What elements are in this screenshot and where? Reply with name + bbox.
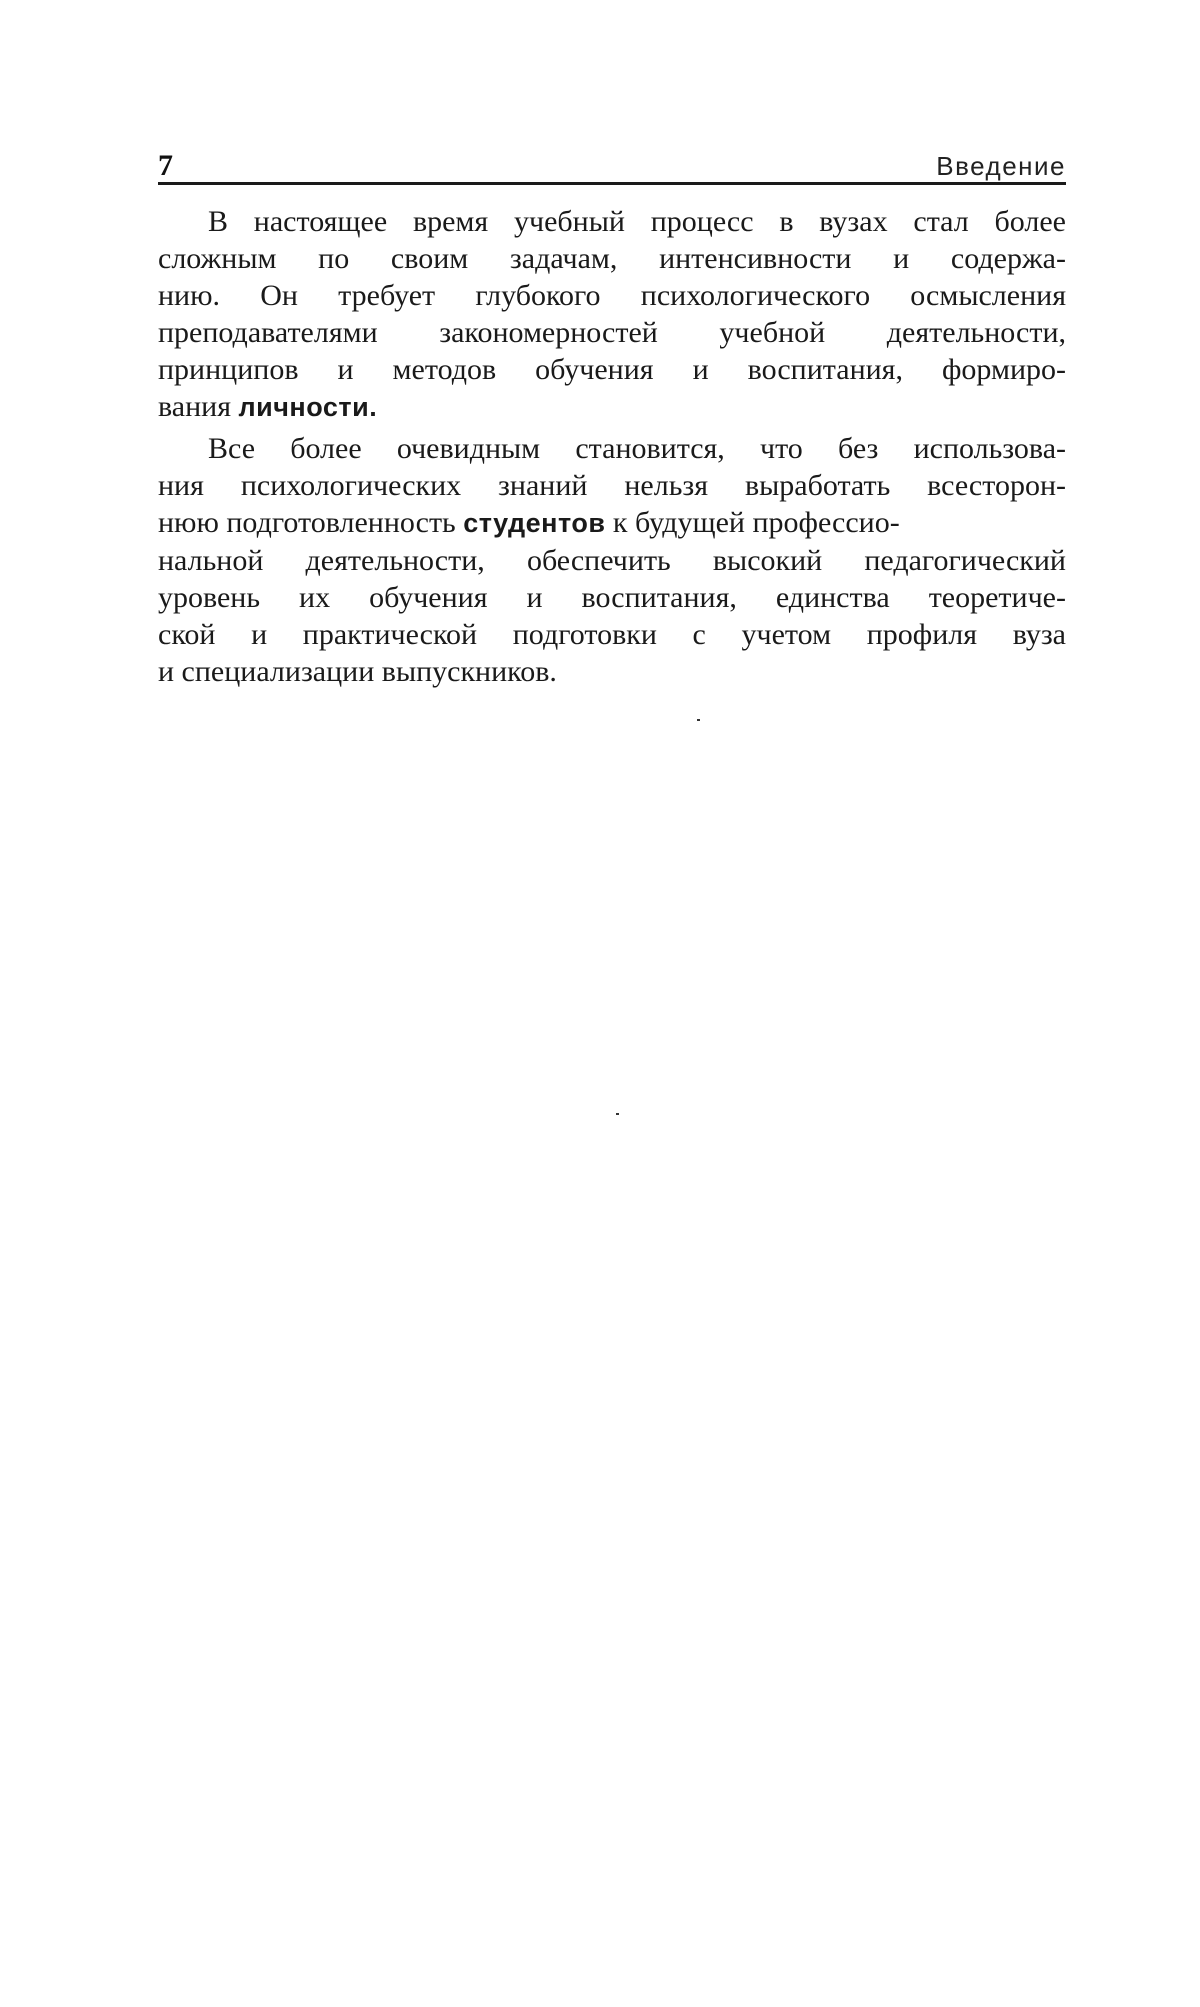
text-line — [158, 388, 1066, 426]
paragraph-2 — [158, 430, 1066, 690]
section-title: Введение — [936, 151, 1066, 181]
text-line: Все более очевидным становится, что без использова- — [208, 432, 1066, 465]
text-fragment: вания — [158, 390, 239, 423]
header-rule — [158, 182, 1066, 185]
text-line: уровень их обучения и воспитания, единства теоретиче- — [158, 581, 1066, 614]
text-line: ской и практической подготовки с учетом профиля вуза — [158, 618, 1066, 651]
text-line: принципов и методов обучения и воспитания, формиро- — [158, 353, 1066, 386]
body-text — [158, 203, 1066, 694]
scan-speck — [616, 1113, 619, 1115]
text-line: сложным по своим задачам, интенсивности и содержа- — [158, 242, 1066, 275]
text-line: преподавателями закономерностей учебной деятельности, — [158, 316, 1066, 349]
text-line: нию. Он требует глубокого психологического осмысления — [158, 279, 1066, 312]
text-line: и специализации выпускников. — [158, 655, 557, 688]
emphasized-word: личности. — [238, 392, 378, 422]
text-fragment: к будущей профессио- — [605, 506, 900, 539]
emphasized-word: студентов — [463, 508, 606, 538]
running-head — [158, 146, 1066, 186]
text-line — [158, 504, 1066, 542]
scan-speck — [697, 719, 700, 721]
text-fragment: нюю подготовленность — [158, 506, 464, 539]
paragraph-1 — [158, 203, 1066, 426]
text-line: ния психологических знаний нельзя выработать всесторон- — [158, 469, 1066, 502]
text-line: В настоящее время учебный процесс в вузах стал более — [208, 205, 1066, 238]
text-line: нальной деятельности, обеспечить высокий педагогический — [158, 544, 1066, 577]
page-number: 7 — [158, 149, 173, 182]
